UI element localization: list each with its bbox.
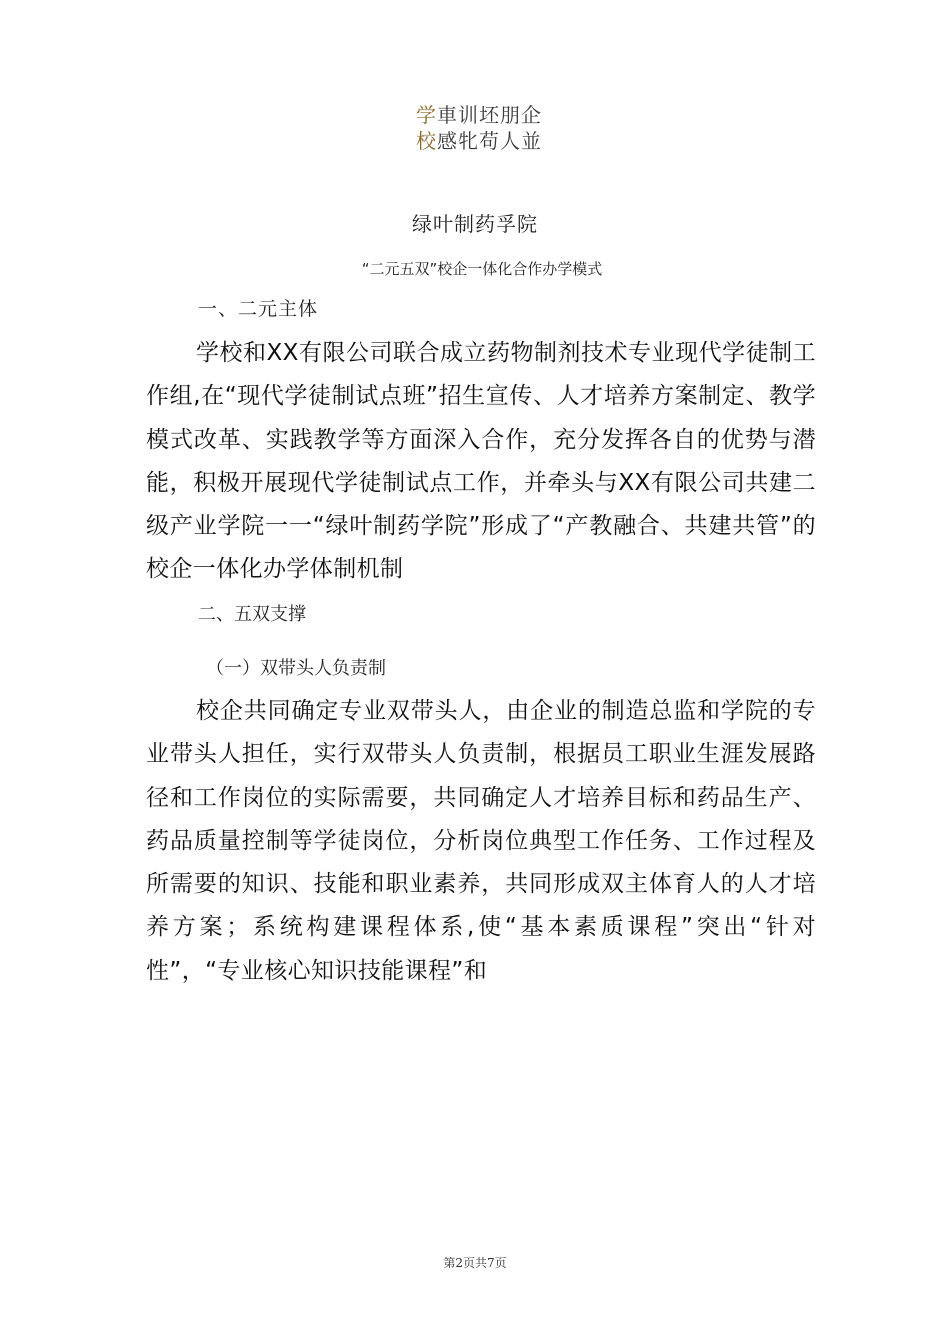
header-logo-line-1: 学車训坯朋企 <box>416 103 542 127</box>
subsection-heading-dual-leader: （一）双带头人负责制 <box>206 658 386 679</box>
model-title: “二元五双”校企一体化合作办学模式 <box>361 260 603 278</box>
paragraph-dual-subject: 学校和XX有限公司联合成立药物制剂技术专业现代学徒制工作组,在“现代学徒制试点班”招生宣传、人才培养方案制定、教学模式改革、实践教学等方面深入合作，充分发挥各自的优势与潜能，积极开展现代学徒制试点工作，并牵头与XX有限公司共建二级产业学院一一“绿叶制药学院”形成了“产教融合、共建共管”的校企一体化办学体制机制 <box>146 340 816 583</box>
paragraph-dual-leader: 校企共同确定专业双带头人，由企业的制造总监和学院的专业带头人担任，实行双带头人负责制，根据员工职业生涯发展路径和工作岗位的实际需要，共同确定人才培养目标和药品生产、药品质量控制等学徒岗位，分析岗位典型工作任务、工作过程及所需要的知识、技能和职业素养，共同形成双主体育人的人才培养方案；系统构建课程体系,使“基本素质课程”突出“针对性”，“专业核心知识技能课程”和 <box>146 698 816 984</box>
section-heading-five-pairs: 二、五双支撑 <box>198 604 306 625</box>
page-number-footer: 第2页共7页 <box>443 1256 507 1270</box>
header-logo <box>416 102 556 154</box>
section-heading-dual-subject: 一、二元主体 <box>198 298 319 320</box>
college-name: 绿叶制药孚院 <box>412 212 538 236</box>
header-logo-line-2: 校感牝苟人並 <box>416 129 542 153</box>
